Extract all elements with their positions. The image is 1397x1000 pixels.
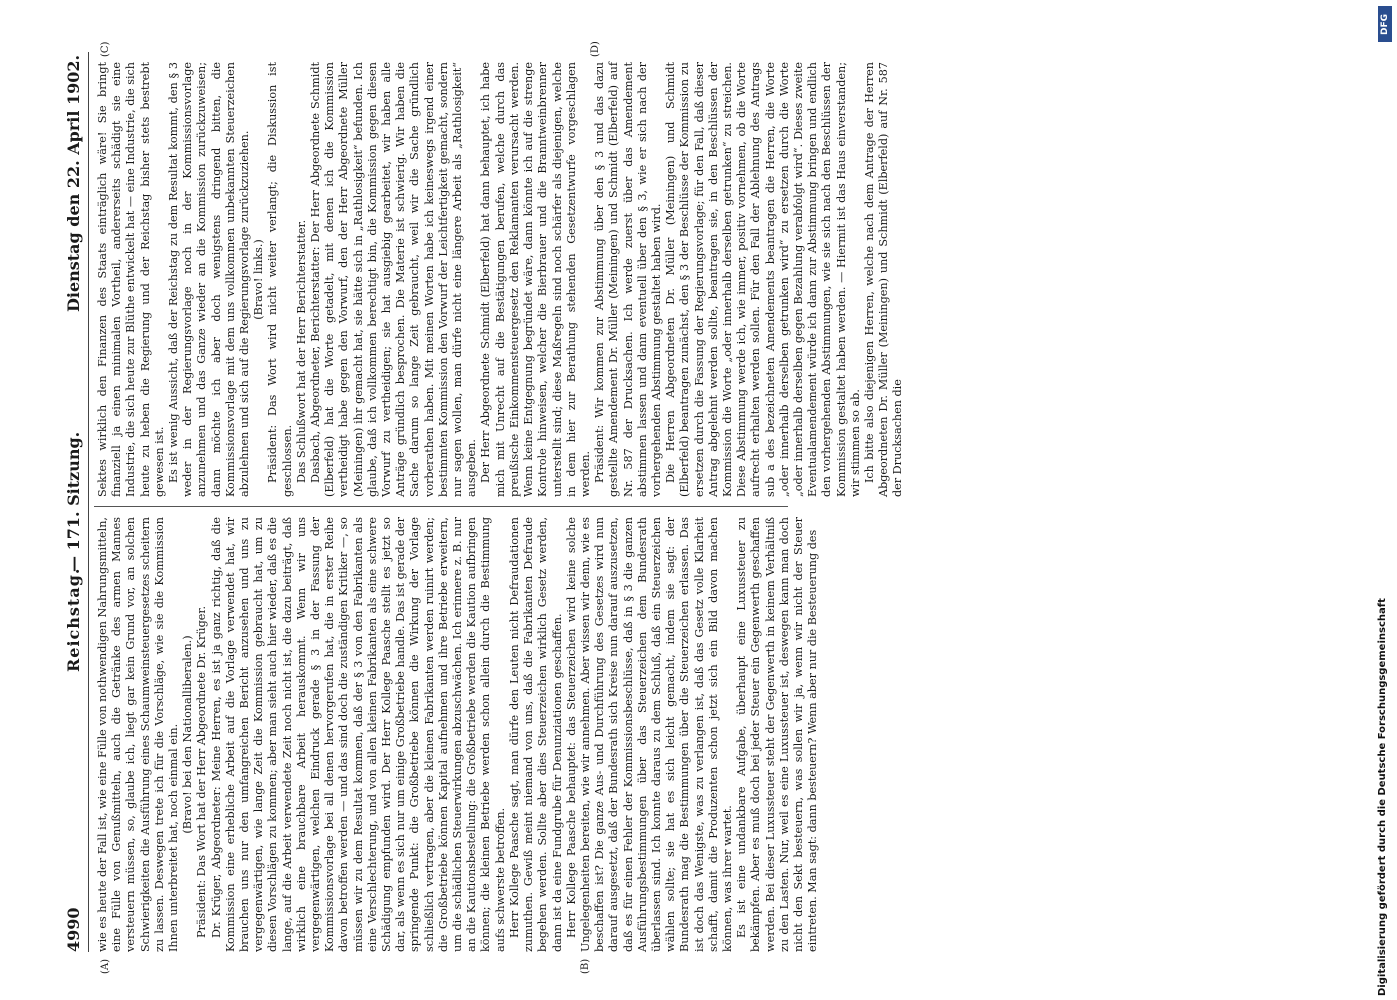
session-title: — 171. Sitzung. — [64, 431, 83, 572]
column-divider — [94, 506, 788, 507]
speaker-paragraph: Präsident: Das Wort hat der Herr Abgeordnete Dr. Krüger. — [195, 605, 209, 938]
text-column-left — [96, 517, 820, 952]
interjection: (Bravo! links.) — [252, 239, 266, 320]
paragraph: Sektes wirklich den Finanzen des Staats einträglich wäre! Sie bringt finanziell ja einen minimalen Vortheil, andererseits schädigt sie eine Industrie, die sich heute zur Blüthe entwickelt hat — eine Industrie, die sich heute zu heben die Regierung und der Reichstag bisher stets bestrebt gewesen ist. — [96, 62, 166, 497]
session-date: Dienstag den 22. April 1902. — [64, 54, 83, 312]
rotated-document-page — [60, 41, 905, 974]
speech-paragraph: Herr Kollege Paasche behauptet: das Steuerzeichen wird keine solche Ungelegenheiten bereiten, wie wir annehmen. Aber wissen wir denn, wie es beschaffen ist? Die ganze Aus- und Durchführung des Gesetzes wird nun darauf ausgesetzt, daß der Bundesrath sich Kreise nun darauf auszusetzen, daß es für einen Fehler der Kommissionsbeschlüsse, daß in § 3 die ganzen Ausführungsbestimmungen über das Steuerzeichen dem Bundesrath überlassen sind. Ich konnte daraus zu dem Schluß, daß ein Steuerzeichen wählen sollte; sie hat es sich leicht gemacht, indem sie sagt: der Bundesrath mag die Bestimmungen über die Steuerzeichen erlassen. Das ist doch das Wenigste, was zu verlangen ist, daß das Gesetz volle Klarheit schafft, damit die Produzenten schon jetzt sich ein Bild davon machen können, was ihrer wartet. — [564, 517, 734, 952]
chamber-title: Reichstag. — [64, 567, 83, 672]
margin-marker-c: (C) — [100, 41, 111, 57]
margin-marker-b: (B) — [580, 958, 591, 974]
page-header — [60, 52, 89, 952]
paragraph: Das Schlußwort hat der Herr Berichterstatter. — [294, 219, 308, 483]
speech-paragraph: Ich bitte also diejenigen Herren, welche nach dem Antrage der Herren Abgeordneten Dr. Müller (Meiningen) und Schmidt (Elberfeld) auf Nr. 587 der Drucksachen die — [862, 62, 905, 497]
text-column-right — [96, 62, 905, 497]
paragraph: wie es heute der Fall ist, wie eine Fülle von nothwendigen Nahrungsmitteln, eine Fülle von Genußmitteln, auch die Getränke des armen Mannes versteuern müssen, so, glaube ich, liegt gar kein Grund vor, an solchen Schwierigkeiten die Ausführung eines Schaumweinsteuergesetzes scheitern zu lassen. Deswegen trete ich für die Vorschläge, wie sie die Kommission Ihnen unterbreitet hat, noch einmal ein. — [96, 517, 181, 952]
speech-paragraph: Die Herren Abgeordneten Dr. Müller (Meiningen) und Schmidt (Elberfeld) beantragen zunächst, den § 3 der Beschlüsse der Kommission zu ersetzen durch die Fassung der Regierungsvorlage; für den Fall, daß dieser Antrag abgelehnt werden sollte, beantragen sie, in den Beschlüssen der Kommission die Worte „oder innerhalb derselben getrunken“ zu streichen. Diese Abstimmung werde ich, wie immer, positiv vornehmen, ob die Worte aufrecht erhalten werden sollen. Für den Fall der Ablehnung des Antrags sub a des bezeichneten Amendements beantragen die Herren, die Worte „oder innerhalb derselben getrunken wird“ zu ersetzen durch die Worte „oder innerhalb derselben gegen Bezahlung verabfolgt wird“. Dieses zweite Eventualamendement würde ich dann zur Abstimmung bringen und endlich den vorhergehenden Abstimmungen, wie sie sich nach den Beschlüssen der Kommission gestaltet haben werden. — Hiermit ist das Haus einverstanden; wir stimmen so ab. — [664, 62, 862, 497]
president-paragraph: Präsident: Das Wort wird nicht weiter verlangt; die Diskussion ist geschlossen. — [266, 62, 294, 497]
speech-paragraph: Herr Kollege Paasche sagt, man dürfe den Leuten nicht Defraudationen zumuthen. Gewiß meint niemand von uns, daß die Fabrikanten Defraude begehen werden. Sollte aber dies Steuerzeichen wirklich Gesetz werden, dann ist da eine Fundgrube für Denunziationen geschaffen. — [507, 517, 564, 952]
margin-marker-a: (A) — [100, 958, 111, 974]
speech-paragraph: Der Herr Abgeordnete Schmidt (Elberfeld) hat dann behauptet, ich habe mich mit Unrecht auf die Bestätigungen berufen, welche durch das preußische Einkommensteuergesetz den Reklamanten verursacht werden. Wenn keine Entgegnung begründet wäre, dann könnte ich auf die strenge Kontrole hinweisen, welcher die Bierbrauer und die Branntweinbrenner unterstellt sind; diese Maßregeln sind noch schärfer als diejenigen, welche in dem hier zur Berathung stehenden Gesetzentwurfe vorgeschlagen werden. — [479, 62, 592, 497]
rapporteur-paragraph: Dasbach, Abgeordneter, Berichterstatter: Der Herr Abgeordnete Schmidt (Elberfeld) hat die Worte getadelt, mit denen ich die Kommission vertheidigt habe gegen den Vorwurf, den der Herr Abgeordnete Müller (Meiningen) ihr gemacht hat, sie hätte sich in „Rathlosigkeit“ befunden. Ich glaube, daß ich vollkommen berechtigt bin, die Kommission gegen diesen Vorwurf zu vertheidigen; sie hat ausgiebig gearbeitet, wir haben alle Anträge gründlich besprochen. Die Materie ist schwierig. Wir haben die Sache darum so lange Zeit gebraucht, weil wir die Sache gründlich vorberathen haben. Mit meinen Worten habe ich keineswegs irgend einer bestimmten Kommission den Vorwurf der Leichtfertigkeit gemacht, sondern nur sagen wollen, man dürfe nicht eine längere Arbeit als „Rathlosigkeit“ ausgeben. — [309, 62, 479, 497]
speech-paragraph: Dr. Krüger, Abgeordneter: Meine Herren, es ist ja ganz richtig, daß die Kommission eine erhebliche Arbeit auf die Vorlage verwendet hat, wir brauchen uns nur den umfangreichen Bericht anzusehen und uns zu vergegenwärtigen, wie lange Zeit die Kommission gebraucht hat, um zu diesen Vorschlägen zu kommen; aber man sieht auch hier wieder, daß es die lange, auf die Arbeit verwendete Zeit noch nicht ist, die dazu beiträgt, daß wirklich eine brauchbare Arbeit herauskommt. Wenn wir uns vergegenwärtigen, welchen Eindruck gerade § 3 in der Fassung der Kommissionsvorlage bei all denen hervorgerufen hat, die in erster Reihe davon betroffen werden — und das sind doch die zuständigen Kritiker —, so müssen wir zu dem Resultat kommen, daß der § 3 von den Fabrikanten als eine Verschlechterung, und von allen kleinen Fabrikanten als eine schwere Schädigung empfunden wird. Der Herr Kollege Paasche stellt es jetzt so dar, als wenn es sich nur um einige Großbetriebe handle. Das ist gerade der springende Punkt: die Großbetriebe können die Wirkung der Vorlage schließlich vertragen, aber die kleinen Fabrikanten werden ruinirt werden; die Großbetriebe können Kapital aufnehmen und ihre Betriebe erweitern, um die schädlichen Steuerwirkungen abzuschwächen. Ich erinnere z. B. nur an die Kautionsbestellung: die Großbetriebe werden die Kaution aufbringen können; die kleinen Betriebe werden schon allein durch die Bestimmung aufs schwerste betroffen. — [209, 517, 507, 952]
interjection: (Bravo! bei den Nationalliberalen.) — [181, 635, 195, 834]
dfg-logo: DFG — [1378, 6, 1392, 42]
president-paragraph: Präsident: Wir kommen zur Abstimmung über den § 3 und das dazu gestellte Amendement Dr. Müller (Meiningen) und Schmidt (Elberfeld) auf Nr. 587 der Drucksachen. Ich werde zuerst über das Amendement abstimmen lassen und dann eventuell über den § 3, wie er sich nach der vorhergehenden Abstimmung gestaltet haben wird. — [593, 62, 663, 497]
speech-paragraph: Es ist wenig Aussicht, daß der Reichstag zu dem Resultat kommt, den § 3 weder in der Regierungsvorlage noch in der Kommissionsvorlage anzunehmen und das Ganze wieder an die Kommission zurückzuweisen; dann möchte ich aber doch wenigstens dringend bitten, die Kommissionsvorlage mit dem uns vollkommen unbekannten Steuerzeichen abzulehnen und sich auf die Regierungsvorlage zurückzuziehen. — [167, 62, 252, 497]
speech-paragraph: Es ist eine undankbare Aufgabe, überhaupt eine Luxussteuer zu bekämpfen. Aber es muß doch bei jeder Steuer ein Gegenwerth geschaffen werden. Bei dieser Luxussteuer steht der Gegenwerth in keinem Verhältniß zu den Lasten. Nur, weil es eine Luxussteuer ist, deswegen kann man doch nicht den Sekt besteuern, was sollen wir ja, wenn wir nicht der Steuer eintreten. Man sagt: dann besteuern? Wenn aber nur die Besteuerung des — [735, 517, 820, 952]
margin-marker-d: (D) — [590, 41, 601, 57]
page-number: 4990 — [64, 907, 83, 952]
digitization-attribution: Digitalisierung gefördert durch die Deutsche Forschungsgemeinschaft — [1377, 598, 1388, 996]
